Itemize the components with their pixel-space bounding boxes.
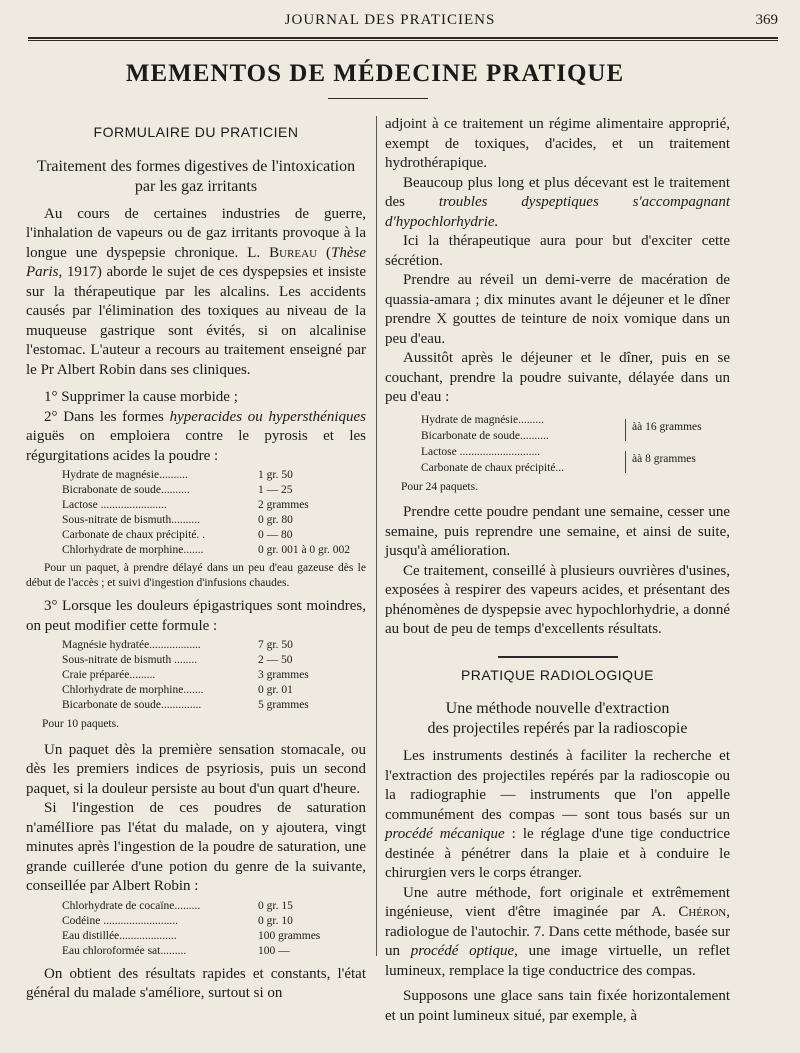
dose: 1 — 25 bbox=[258, 484, 293, 496]
page-title: MEMENTOS DE MÉDECINE PRATIQUE bbox=[125, 60, 625, 87]
rx-row bbox=[62, 513, 366, 528]
dosage-count: Pour 10 paquets. bbox=[42, 718, 119, 730]
header-rule bbox=[28, 37, 778, 39]
ingredient: Carbonate de chaux précipité. . bbox=[62, 529, 206, 541]
header-rule-thin bbox=[28, 40, 778, 41]
rx-group bbox=[421, 444, 730, 476]
text: , une image virtuelle, un reflet lumineux, remplace la tige conductrice des compas. bbox=[385, 943, 730, 979]
ingredient: Codéine .......................... bbox=[62, 914, 178, 927]
ingredient: Lactose ............................ bbox=[421, 445, 541, 458]
left-column bbox=[26, 115, 366, 1004]
rx-row bbox=[62, 528, 366, 543]
dosage-count: Pour 24 paquets. bbox=[401, 480, 478, 493]
article-title-line1: Traitement des formes digestives de l'intoxication bbox=[36, 157, 356, 175]
rx-row bbox=[62, 683, 366, 698]
paragraph: Prendre au réveil un demi-verre de macération de quassia-amara ; dix minutes avant le déjeuner et le dîner prendre X gouttes de teinture de noix vomique dans un peu d'eau. bbox=[385, 272, 730, 347]
rx-row bbox=[62, 899, 366, 914]
text: 1917) aborde le sujet de ces dyspepsies et insiste sur la thérapeutique par les alcalins. Les accidents causés par l'élimination des toxiques au niveau de la muqueuse gastrique sont évités, si on alcalinise l'estomac. L'auteur a recours au traitement enseigné par le Pr Albert Robin dans ses cliniques. bbox=[26, 264, 366, 378]
paragraph: 1° Supprimer la cause morbide ; bbox=[44, 389, 238, 405]
prescription-2 bbox=[62, 638, 366, 713]
text: : le réglage d'une tige conductrice destinée à pénétrer dans la plaie et à conduire le chirurgien vers le corps étranger. bbox=[385, 826, 730, 881]
ingredient: Hydrate de magnésie......... bbox=[421, 413, 544, 426]
text: 2° Dans les formes bbox=[44, 408, 170, 425]
ingredient: Eau distillée.................... bbox=[62, 929, 177, 942]
rx-row bbox=[62, 668, 366, 683]
rx-row bbox=[62, 498, 366, 513]
paragraph: 3° Lorsque les douleurs épigastriques sont moindres, on peut modifier cette formule : bbox=[26, 598, 366, 634]
rx-row bbox=[62, 468, 366, 483]
ingredient: Bicrabonate de soude.......... bbox=[62, 484, 190, 496]
paragraph bbox=[26, 205, 366, 381]
emphasis: procédé optique bbox=[410, 943, 515, 959]
ingredient: Chlorhydrate de morphine....... bbox=[62, 684, 204, 696]
text: , radiologue de l'autochir. 7. Dans cette méthode, basée sur un bbox=[385, 904, 730, 959]
ingredient: Carbonate de chaux précipité... bbox=[421, 461, 565, 474]
ingredient: Lactose ....................... bbox=[62, 499, 167, 511]
ingredient: Craie préparée......... bbox=[62, 669, 156, 681]
prescription-3 bbox=[62, 899, 366, 959]
title-separator bbox=[328, 98, 428, 99]
rx-row bbox=[62, 698, 366, 713]
article-title-line2: des projectiles repérés par la radioscopie bbox=[427, 720, 688, 737]
journal-title: JOURNAL DES PRATICIENS bbox=[284, 12, 496, 28]
dose: 0 gr. 15 bbox=[258, 899, 293, 912]
dose: 7 gr. 50 bbox=[258, 639, 293, 651]
paragraph bbox=[385, 884, 730, 982]
text: Au cours de certaines industries de guerre, l'inhalation de vapeurs ou de gaz irritants provoque à la longue une dyspepsie chronique. L. bbox=[26, 205, 366, 261]
ingredient: Sous-nitrate de bismuth ........ bbox=[62, 654, 198, 666]
prescription-1 bbox=[62, 468, 366, 558]
text: Une autre méthode, fort originale et extrêmement ingénieuse, vient d'être imaginée par A. bbox=[385, 884, 730, 920]
ingredient: Chlorhydrate de cocaïne......... bbox=[62, 899, 201, 912]
article-title bbox=[385, 699, 730, 739]
dose: 100 — bbox=[258, 944, 290, 957]
dose: 0 — 80 bbox=[258, 529, 293, 541]
dose: 0 gr. 10 bbox=[258, 914, 293, 927]
section-separator bbox=[498, 656, 618, 658]
paragraph: Ici la thérapeutique aura pour but d'exciter cette sécrétion. bbox=[385, 233, 730, 269]
rx-row bbox=[62, 638, 366, 653]
ingredient: Hydrate de magnésie.......... bbox=[62, 469, 188, 481]
dose: 100 grammes bbox=[258, 929, 321, 942]
emphasis: procédé mécanique bbox=[385, 826, 505, 842]
dose: 2 — 50 bbox=[258, 654, 293, 666]
article-title-line1: Une méthode nouvelle d'extraction bbox=[445, 700, 670, 717]
ingredient: Sous-nitrate de bismuth.......... bbox=[62, 514, 200, 526]
citation: Thèse Paris, bbox=[26, 244, 366, 280]
emphasis: troubles dyspeptiques s'accompagnant d'hypochlorhydrie. bbox=[385, 194, 730, 230]
column-divider bbox=[376, 116, 377, 956]
article-title-line2: par les gaz irritants bbox=[134, 177, 258, 195]
paragraph: Si l'ingestion de ces poudres de saturation n'amélIiore pas l'état du malade, on y ajoutera, vingt minutes après l'ingestion de la poudre de saturation, une grande cuillerée d'une potion du genre de la suivante, conseillée par Albert Robin : bbox=[26, 800, 366, 894]
prescription-note: Pour un paquet, à prendre délayé dans un peu d'eau gazeuse dès le début de l'accès ; et suivi d'ingestion d'infusions chaudes. bbox=[26, 562, 366, 589]
page-number: 369 bbox=[755, 12, 778, 28]
author-name: Chéron bbox=[678, 904, 727, 920]
dose: 0 gr. 80 bbox=[258, 514, 293, 526]
dose: 1 gr. 50 bbox=[258, 469, 293, 481]
text: Beaucoup plus long et plus décevant est le traitement des bbox=[385, 174, 730, 210]
paragraph: Ce traitement, conseillé à plusieurs ouvrières d'usines, exposées à respirer des vapeurs acides, et présentant des phénomènes de dyspepsie avec hypochlorhydrie, a donné au bout de peu de temps d'excellents résultats. bbox=[385, 562, 730, 637]
text: ( bbox=[317, 244, 331, 261]
section-heading: PRATIQUE RADIOLOGIQUE bbox=[460, 666, 655, 683]
page-header bbox=[0, 10, 800, 32]
text: aiguës on emploiera contre le pyrosis et les régurgitations acides la poudre : bbox=[26, 428, 366, 464]
rx-row bbox=[62, 543, 366, 558]
author-name: Bureau bbox=[269, 244, 318, 261]
dose: 0 gr. 001 à 0 gr. 002 bbox=[258, 544, 350, 556]
section-heading: FORMULAIRE DU PRATICIEN bbox=[93, 124, 299, 140]
emphasis: hyperacides ou hypersthéniques bbox=[169, 408, 366, 425]
paragraph: Supposons une glace sans tain fixée horizontalement et un point lumineux situé, par exemple, à bbox=[385, 988, 730, 1024]
ingredient: Magnésie hydratée.................. bbox=[62, 639, 201, 651]
ingredient: Bicarbonate de soude.............. bbox=[62, 699, 202, 711]
paragraph: adjoint à ce traitement un régime alimentaire approprié, exempt de toxiques, d'acides, et un traitement hydrothérapique. bbox=[385, 116, 730, 171]
dose: 0 gr. 01 bbox=[258, 684, 293, 696]
ingredient: Chlorhydrate de morphine....... bbox=[62, 544, 204, 556]
rx-row bbox=[62, 929, 366, 944]
rx-row bbox=[62, 483, 366, 498]
text: Les instruments destinés à faciliter la recherche et l'extraction des projectiles repérés par la radioscopie ou la radiographie — instruments que l'on appelle communément des compas — sont tous basés sur un bbox=[385, 748, 730, 823]
paragraph bbox=[385, 747, 730, 884]
dose: 3 grammes bbox=[258, 669, 309, 681]
rx-row bbox=[62, 653, 366, 668]
paragraph: On obtient des résultats rapides et constants, l'état général du malade s'améliore, surtout si on bbox=[26, 965, 366, 1001]
paragraph bbox=[385, 174, 730, 233]
rx-row bbox=[62, 914, 366, 929]
dose: 2 grammes bbox=[258, 499, 309, 511]
right-column bbox=[385, 115, 730, 1026]
dose: àà 16 grammes bbox=[625, 419, 702, 441]
ingredient: Bicarbonate de soude.......... bbox=[421, 429, 549, 442]
paragraph: Prendre cette poudre pendant une semaine, cesser une semaine, puis reprendre une semaine, et ainsi de suite, jusqu'à amélioration. bbox=[385, 504, 730, 559]
rx-group bbox=[421, 412, 730, 444]
paragraph: Aussitôt après le déjeuner et le dîner, puis en se couchant, prendre la poudre suivante, délayée dans un peu d'eau : bbox=[385, 350, 730, 405]
article-title bbox=[26, 157, 366, 197]
prescription-4 bbox=[421, 412, 730, 476]
paragraph bbox=[26, 408, 366, 467]
ingredient: Eau chloroformée sat......... bbox=[62, 944, 187, 957]
dose: àà 8 grammes bbox=[625, 451, 696, 473]
dose: 5 grammes bbox=[258, 699, 309, 711]
paragraph: Un paquet dès la première sensation stomacale, ou dès les premiers indices de psyriosis, puis un second paquet, si la douleur persiste au bout d'un quart d'heure. bbox=[26, 741, 366, 797]
rx-row bbox=[62, 944, 366, 959]
